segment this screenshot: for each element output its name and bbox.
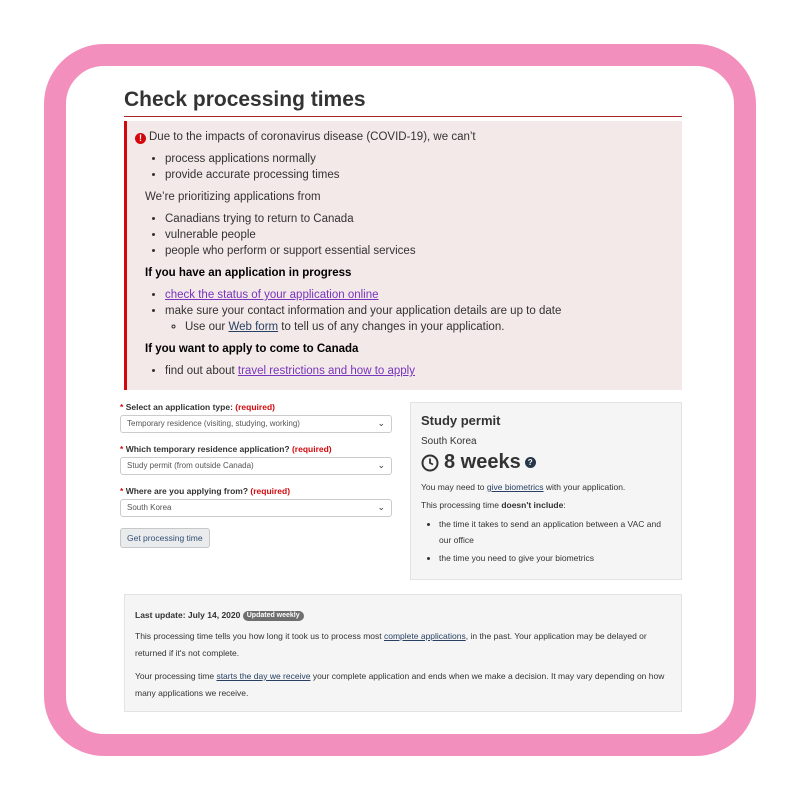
list-item (185, 319, 672, 335)
which-label (120, 444, 392, 454)
where-label (120, 486, 392, 496)
required-star: * (120, 486, 124, 496)
travel-link[interactable]: travel restrictions and how to apply (237, 365, 415, 377)
web-form-suffix: to tell us of any changes in your application. (278, 321, 505, 333)
list-item (165, 363, 672, 379)
where-label-text: Where are you applying from? (125, 486, 249, 496)
list-item: • the time it takes to send an application between a VAC and our office (439, 516, 671, 548)
list-item: • people who perform or support essential services (165, 243, 672, 259)
result-title: Study permit (421, 413, 501, 428)
question-icon[interactable]: ? (525, 457, 536, 468)
priority-list (145, 211, 672, 259)
last-update-text: Last update: July 14, 2020 (135, 610, 241, 620)
in-progress-heading: If you have an application in progress (145, 267, 352, 279)
required-text: (required) (291, 444, 332, 454)
biometrics-suffix: with your application. (543, 482, 626, 492)
required-star: * (120, 402, 124, 412)
sub-list (165, 319, 672, 335)
not-include-bold: doesn't include (501, 500, 564, 510)
processing-time (421, 451, 671, 474)
result-panel (410, 402, 682, 580)
apply-list (145, 363, 672, 379)
application-type-select[interactable] (120, 415, 392, 433)
result-country: South Korea (421, 436, 477, 447)
web-form-link[interactable]: Web form (228, 321, 279, 333)
contact-item-text: make sure your contact information and your application details are up to date (165, 305, 562, 317)
list-item: • provide accurate processing times (165, 167, 672, 183)
in-progress-list (145, 287, 672, 335)
list-item: • Canadians trying to return to Canada (165, 211, 672, 227)
select-value: South Korea (127, 503, 172, 512)
get-processing-time-button[interactable]: Get processing time (120, 528, 210, 548)
find-out-prefix: find out about (165, 365, 238, 377)
web-form-prefix: Use our (185, 321, 229, 333)
required-text: (required) (250, 486, 291, 496)
priority-intro: We’re prioritizing applications from (145, 191, 321, 203)
not-include-prefix: This processing time (421, 500, 502, 510)
updated-weekly-badge: Updated weekly (243, 611, 304, 621)
select-value: Study permit (from outside Canada) (127, 461, 254, 470)
p2-prefix: Your processing time (135, 671, 217, 681)
main-content (120, 88, 682, 592)
clock-icon (421, 454, 439, 472)
update-paragraph-1 (135, 628, 671, 662)
list-item: • vulnerable people (165, 227, 672, 243)
select-value: Temporary residence (visiting, studying, working) (127, 419, 300, 428)
not-include-suffix: : (563, 500, 566, 510)
cant-list (145, 151, 672, 183)
list-item: • process applications normally (165, 151, 672, 167)
status-link[interactable]: check the status of your application online (165, 289, 379, 301)
type-label-text: Select an application type: (125, 402, 233, 412)
p1-suffix: , in the past. Your application may be delayed or returned if it's not complete. (135, 631, 647, 658)
alert-intro (135, 129, 662, 145)
p1-prefix: This processing time tells you how long it took us to process most (135, 631, 384, 641)
processing-time-value: 8 weeks (444, 451, 521, 473)
complete-applications-link[interactable]: complete applications (383, 631, 466, 641)
biometrics-link[interactable]: give biometrics (486, 482, 544, 492)
required-star: * (120, 444, 124, 454)
page-title: Check processing times (124, 88, 682, 117)
which-label-text: Which temporary residence application? (125, 444, 290, 454)
required-text: (required) (235, 402, 275, 412)
chevron-down-icon: ⌄ (377, 502, 385, 512)
alert-icon: ! (135, 133, 146, 144)
covid-alert (124, 121, 682, 390)
chevron-down-icon: ⌄ (377, 418, 385, 428)
form-area (120, 402, 682, 592)
list-item: • the time you need to give your biometrics (439, 550, 671, 566)
biometrics-note (421, 480, 671, 494)
update-paragraph-2 (135, 668, 671, 702)
which-application-select[interactable] (120, 457, 392, 475)
starts-day-link[interactable]: starts the day we receive (216, 671, 311, 681)
apply-heading: If you want to apply to come to Canada (145, 343, 359, 355)
processing-form (120, 402, 392, 548)
not-include-list (421, 516, 671, 566)
not-include-note (421, 498, 671, 512)
alert-intro-text: Due to the impacts of coronavirus disease (COVID-19), we can’t (149, 131, 476, 143)
list-item (165, 287, 672, 303)
chevron-down-icon: ⌄ (377, 460, 385, 470)
country-select[interactable] (120, 499, 392, 517)
type-label (120, 402, 392, 412)
p2-suffix: your complete application and ends when we make a decision. It may vary depending on how many applications we receive. (135, 671, 665, 698)
biometrics-prefix: You may need to (421, 482, 487, 492)
last-update-heading (135, 607, 671, 624)
last-update-panel (124, 594, 682, 712)
list-item (165, 303, 672, 335)
